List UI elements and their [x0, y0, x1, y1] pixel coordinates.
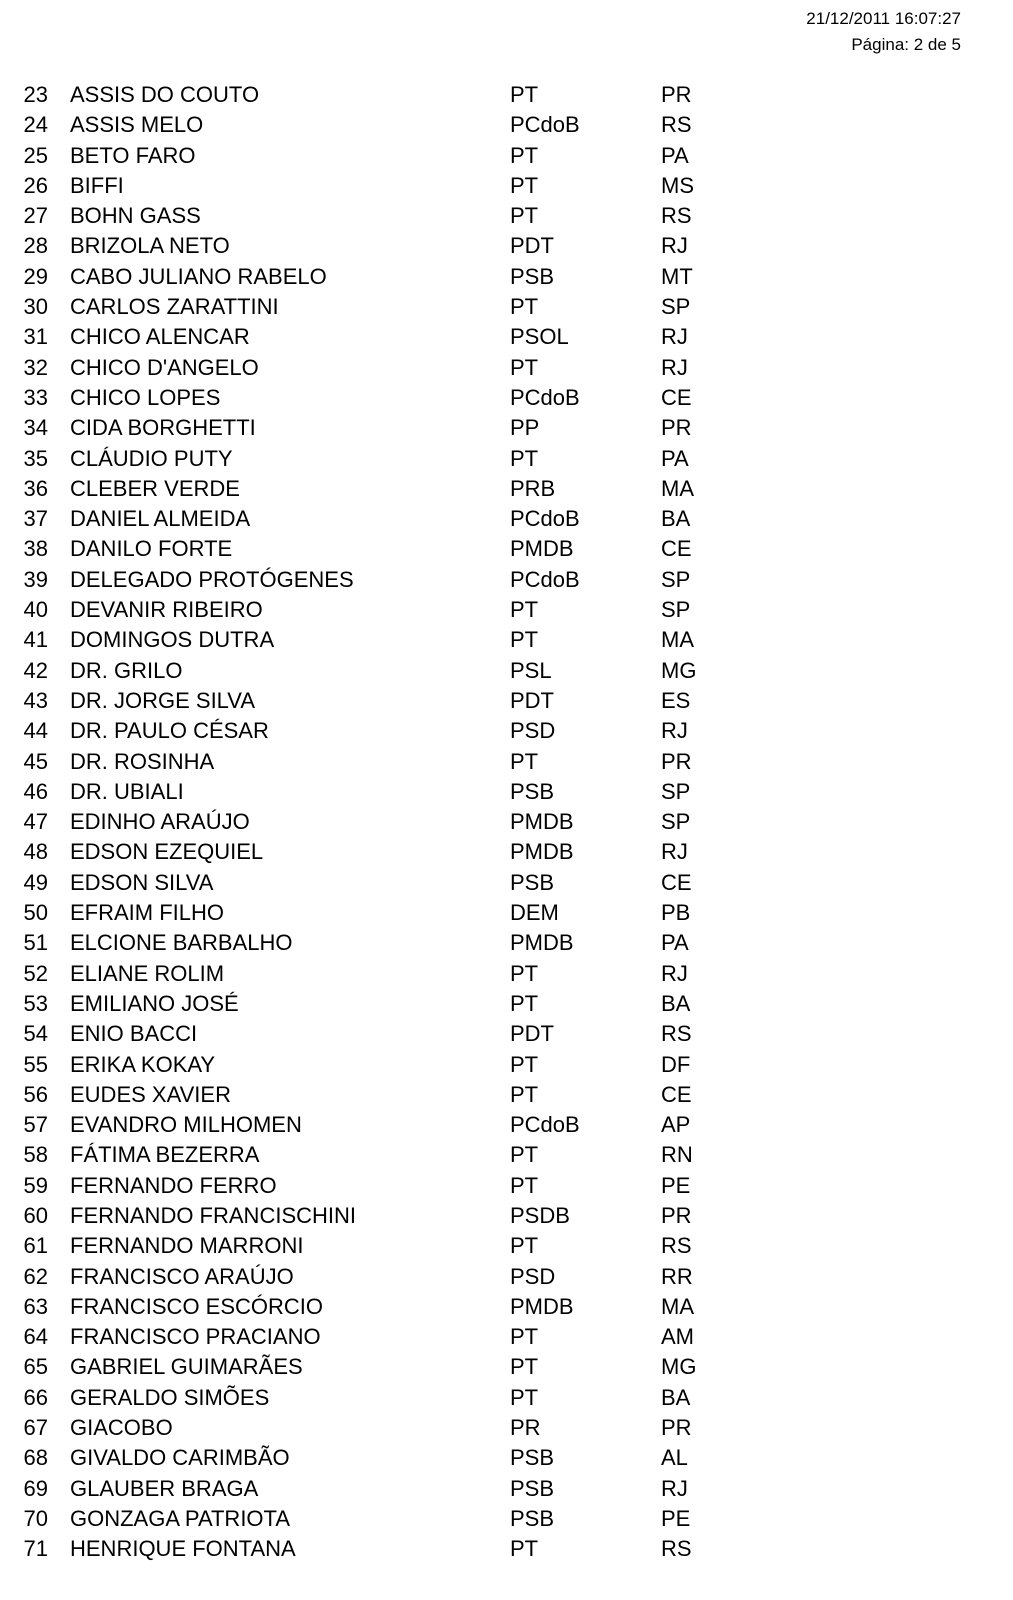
party-code: PCdoB	[510, 384, 580, 410]
row-number: 24	[23, 112, 48, 138]
party-code: PT	[510, 172, 539, 198]
deputy-name: GONZAGA PATRIOTA	[70, 1505, 291, 1531]
state-code: RS	[661, 1021, 692, 1047]
party-code: PCdoB	[510, 566, 580, 592]
list-row	[0, 1504, 1013, 1534]
party-code: PSL	[510, 657, 552, 683]
party-code: PT	[510, 142, 539, 168]
party-code: PMDB	[510, 536, 574, 562]
state-code: AP	[661, 1112, 691, 1138]
list-row	[0, 504, 1013, 534]
deputy-name: GIACOBO	[70, 1415, 173, 1441]
list-row	[0, 747, 1013, 777]
page-indicator: Página: 2 de 5	[851, 35, 961, 54]
state-code: SP	[661, 597, 691, 623]
row-number: 40	[23, 597, 48, 623]
party-code: PSD	[510, 1263, 556, 1289]
row-number: 64	[23, 1324, 48, 1350]
list-row	[0, 656, 1013, 686]
row-number: 53	[23, 990, 48, 1016]
row-number: 25	[23, 142, 48, 168]
state-code: BA	[661, 506, 691, 532]
state-code: PE	[661, 1172, 691, 1198]
state-code: RJ	[661, 1475, 688, 1501]
list-row	[0, 989, 1013, 1019]
state-code: RS	[661, 112, 692, 138]
party-code: PT	[510, 1233, 539, 1259]
party-code: PMDB	[510, 930, 574, 956]
list-row	[0, 322, 1013, 352]
row-number: 46	[23, 778, 48, 804]
state-code: CE	[661, 536, 692, 562]
state-code: SP	[661, 294, 691, 320]
list-row	[0, 201, 1013, 231]
state-code: PR	[661, 415, 692, 441]
deputy-name: FÁTIMA BEZERRA	[70, 1142, 260, 1168]
party-code: PSB	[510, 1445, 555, 1471]
deputy-name: CLEBER VERDE	[70, 475, 240, 501]
list-row	[0, 686, 1013, 716]
row-number: 35	[23, 445, 48, 471]
party-code: PT	[510, 82, 539, 107]
state-code: RJ	[661, 718, 688, 744]
deputy-name: EMILIANO JOSÉ	[70, 990, 239, 1016]
deputy-name: BIFFI	[70, 172, 124, 198]
list-row	[0, 1080, 1013, 1110]
state-code: MA	[661, 1293, 694, 1319]
deputy-name: BRIZOLA NETO	[70, 233, 230, 259]
list-row	[0, 1534, 1013, 1564]
deputy-name: GLAUBER BRAGA	[70, 1475, 259, 1501]
state-code: PA	[661, 142, 689, 168]
row-number: 63	[23, 1293, 48, 1319]
party-code: PT	[510, 1536, 539, 1562]
deputy-name: DEVANIR RIBEIRO	[70, 597, 263, 623]
deputy-name: DR. GRILO	[70, 657, 183, 683]
row-number: 67	[23, 1415, 48, 1441]
list-row	[0, 1292, 1013, 1322]
list-row	[0, 595, 1013, 625]
state-code: PR	[661, 748, 692, 774]
party-code: PT	[510, 1324, 539, 1350]
list-row	[0, 262, 1013, 292]
list-row	[0, 171, 1013, 201]
list-row	[0, 353, 1013, 383]
deputy-name: BETO FARO	[70, 142, 196, 168]
deputy-name: FERNANDO MARRONI	[70, 1233, 304, 1259]
deputy-name: CABO JULIANO RABELO	[70, 263, 327, 289]
deputy-name: EVANDRO MILHOMEN	[70, 1112, 302, 1138]
row-number: 54	[23, 1021, 48, 1047]
state-code: PR	[661, 1202, 692, 1228]
party-code: PMDB	[510, 809, 574, 835]
list-row	[0, 1110, 1013, 1140]
state-code: RS	[661, 203, 692, 229]
state-code: MG	[661, 657, 697, 683]
row-number: 32	[23, 354, 48, 380]
row-number: 29	[23, 263, 48, 289]
row-number: 66	[23, 1384, 48, 1410]
list-row	[0, 231, 1013, 261]
row-number: 27	[23, 203, 48, 229]
deputy-name: FERNANDO FRANCISCHINI	[70, 1202, 357, 1228]
row-number: 57	[23, 1112, 48, 1138]
state-code: RS	[661, 1536, 692, 1562]
row-number: 38	[23, 536, 48, 562]
deputy-name: HENRIQUE FONTANA	[70, 1536, 296, 1562]
party-code: PT	[510, 990, 539, 1016]
party-code: PT	[510, 1384, 539, 1410]
deputy-name: GERALDO SIMÕES	[70, 1384, 270, 1410]
list-row	[0, 444, 1013, 474]
list-row	[0, 413, 1013, 443]
party-code: PT	[510, 354, 539, 380]
state-code: DF	[661, 1051, 691, 1077]
row-number: 62	[23, 1263, 48, 1289]
deputy-list	[0, 80, 1013, 1565]
row-number: 70	[23, 1505, 48, 1531]
deputy-name: CLÁUDIO PUTY	[70, 445, 233, 471]
party-code: PT	[510, 1172, 539, 1198]
state-code: PA	[661, 930, 689, 956]
list-row	[0, 292, 1013, 322]
row-number: 52	[23, 960, 48, 986]
state-code: SP	[661, 566, 691, 592]
deputy-name: DANIEL ALMEIDA	[70, 506, 251, 532]
row-number: 61	[23, 1233, 48, 1259]
list-row	[0, 807, 1013, 837]
state-code: CE	[661, 869, 692, 895]
deputy-name: FERNANDO FERRO	[70, 1172, 277, 1198]
row-number: 48	[23, 839, 48, 865]
party-code: PT	[510, 1081, 539, 1107]
deputy-name: EDINHO ARAÚJO	[70, 809, 250, 835]
state-code: BA	[661, 1384, 691, 1410]
list-row	[0, 898, 1013, 928]
row-number: 42	[23, 657, 48, 683]
deputy-name: CHICO ALENCAR	[70, 324, 250, 350]
party-code: PSB	[510, 778, 555, 804]
row-number: 28	[23, 233, 48, 259]
state-code: CE	[661, 384, 692, 410]
party-code: PSB	[510, 1505, 555, 1531]
state-code: RJ	[661, 839, 688, 865]
list-row	[0, 1140, 1013, 1170]
deputy-name: ELIANE ROLIM	[70, 960, 225, 986]
list-row	[0, 1201, 1013, 1231]
state-code: CE	[661, 1081, 692, 1107]
row-number: 65	[23, 1354, 48, 1380]
state-code: BA	[661, 990, 691, 1016]
party-code: PT	[510, 445, 539, 471]
deputy-name: DR. UBIALI	[70, 778, 184, 804]
deputy-name: GABRIEL GUIMARÃES	[70, 1354, 303, 1380]
state-code: PB	[661, 900, 691, 926]
row-number: 26	[23, 172, 48, 198]
deputy-name: ASSIS DO COUTO	[70, 82, 260, 107]
deputy-name: CIDA BORGHETTI	[70, 415, 256, 441]
row-number: 33	[23, 384, 48, 410]
list-row	[0, 1383, 1013, 1413]
row-number: 59	[23, 1172, 48, 1198]
party-code: PT	[510, 597, 539, 623]
deputy-name: GIVALDO CARIMBÃO	[70, 1445, 290, 1471]
list-row	[0, 959, 1013, 989]
party-code: PCdoB	[510, 506, 580, 532]
list-row	[0, 1474, 1013, 1504]
state-code: PE	[661, 1505, 691, 1531]
row-number: 44	[23, 718, 48, 744]
row-number: 31	[23, 324, 48, 350]
deputy-name: DELEGADO PROTÓGENES	[70, 566, 354, 592]
list-row	[0, 1019, 1013, 1049]
party-code: PT	[510, 1142, 539, 1168]
list-row	[0, 1050, 1013, 1080]
row-number: 23	[23, 82, 48, 107]
party-code: PT	[510, 1051, 539, 1077]
row-number: 55	[23, 1051, 48, 1077]
deputy-name: DANILO FORTE	[70, 536, 233, 562]
list-row	[0, 565, 1013, 595]
list-row	[0, 1171, 1013, 1201]
state-code: PR	[661, 1415, 692, 1441]
deputy-name: ERIKA KOKAY	[70, 1051, 216, 1077]
party-code: PRB	[510, 475, 556, 501]
deputy-name: FRANCISCO PRACIANO	[70, 1324, 321, 1350]
page-header	[806, 6, 961, 58]
party-code: PDT	[510, 687, 554, 713]
row-number: 51	[23, 930, 48, 956]
deputy-name: CHICO LOPES	[70, 384, 221, 410]
list-row	[0, 1231, 1013, 1261]
deputy-name: FRANCISCO ESCÓRCIO	[70, 1293, 324, 1319]
row-number: 50	[23, 900, 48, 926]
deputy-name: EDSON SILVA	[70, 869, 214, 895]
party-code: PSB	[510, 1475, 555, 1501]
deputy-name: DR. JORGE SILVA	[70, 687, 256, 713]
deputy-name: EUDES XAVIER	[70, 1081, 231, 1107]
row-number: 36	[23, 475, 48, 501]
deputy-name: EFRAIM FILHO	[70, 900, 225, 926]
deputy-name: FRANCISCO ARAÚJO	[70, 1263, 294, 1289]
list-row	[0, 534, 1013, 564]
deputy-name: ENIO BACCI	[70, 1021, 198, 1047]
row-number: 37	[23, 506, 48, 532]
row-number: 34	[23, 415, 48, 441]
row-number: 41	[23, 627, 48, 653]
row-number: 69	[23, 1475, 48, 1501]
state-code: RJ	[661, 354, 688, 380]
deputy-name: DOMINGOS DUTRA	[70, 627, 275, 653]
party-code: PMDB	[510, 839, 574, 865]
party-code: PSDB	[510, 1202, 570, 1228]
row-number: 60	[23, 1202, 48, 1228]
state-code: SP	[661, 809, 691, 835]
list-row	[0, 928, 1013, 958]
state-code: MG	[661, 1354, 697, 1380]
list-row	[0, 110, 1013, 140]
deputy-name: DR. ROSINHA	[70, 748, 215, 774]
state-code: RJ	[661, 233, 688, 259]
row-number: 58	[23, 1142, 48, 1168]
list-row	[0, 1413, 1013, 1443]
report-timestamp: 21/12/2011 16:07:27	[806, 9, 961, 28]
list-row	[0, 1262, 1013, 1292]
row-number: 47	[23, 809, 48, 835]
party-code: PT	[510, 960, 539, 986]
state-code: RJ	[661, 324, 688, 350]
row-number: 30	[23, 294, 48, 320]
party-code: PSB	[510, 869, 555, 895]
list-row	[0, 474, 1013, 504]
state-code: MA	[661, 627, 694, 653]
state-code: RJ	[661, 960, 688, 986]
party-code: DEM	[510, 900, 559, 926]
party-code: PT	[510, 1354, 539, 1380]
party-code: PDT	[510, 1021, 554, 1047]
state-code: RR	[661, 1263, 693, 1289]
party-code: PSD	[510, 718, 556, 744]
party-code: PCdoB	[510, 112, 580, 138]
deputy-name: ELCIONE BARBALHO	[70, 930, 293, 956]
row-number: 43	[23, 687, 48, 713]
state-code: PR	[661, 82, 692, 107]
state-code: MS	[661, 172, 694, 198]
list-row	[0, 383, 1013, 413]
list-row	[0, 141, 1013, 171]
list-row	[0, 777, 1013, 807]
party-code: PMDB	[510, 1293, 574, 1319]
row-number: 45	[23, 748, 48, 774]
list-row	[0, 868, 1013, 898]
list-row	[0, 80, 1013, 110]
list-row	[0, 1352, 1013, 1382]
list-row	[0, 1322, 1013, 1352]
row-number: 49	[23, 869, 48, 895]
party-code: PSOL	[510, 324, 569, 350]
deputy-name: BOHN GASS	[70, 203, 201, 229]
list-row	[0, 1443, 1013, 1473]
state-code: AL	[661, 1445, 688, 1471]
state-code: RS	[661, 1233, 692, 1259]
state-code: PA	[661, 445, 689, 471]
state-code: MT	[661, 263, 693, 289]
row-number: 68	[23, 1445, 48, 1471]
party-code: PR	[510, 1415, 541, 1441]
party-code: PP	[510, 415, 540, 441]
list-row	[0, 716, 1013, 746]
state-code: AM	[661, 1324, 694, 1350]
state-code: MA	[661, 475, 694, 501]
deputy-name: CARLOS ZARATTINI	[70, 294, 279, 320]
state-code: ES	[661, 687, 691, 713]
party-code: PDT	[510, 233, 554, 259]
deputy-name: CHICO D'ANGELO	[70, 354, 259, 380]
row-number: 56	[23, 1081, 48, 1107]
party-code: PCdoB	[510, 1112, 580, 1138]
row-number: 39	[23, 566, 48, 592]
list-row	[0, 625, 1013, 655]
row-number: 71	[23, 1536, 48, 1562]
state-code: RN	[661, 1142, 693, 1168]
party-code: PT	[510, 748, 539, 774]
party-code: PT	[510, 203, 539, 229]
state-code: SP	[661, 778, 691, 804]
party-code: PT	[510, 627, 539, 653]
party-code: PSB	[510, 263, 555, 289]
deputy-name: EDSON EZEQUIEL	[70, 839, 264, 865]
list-row	[0, 837, 1013, 867]
deputy-name: ASSIS MELO	[70, 112, 204, 138]
party-code: PT	[510, 294, 539, 320]
deputy-name: DR. PAULO CÉSAR	[70, 718, 269, 744]
